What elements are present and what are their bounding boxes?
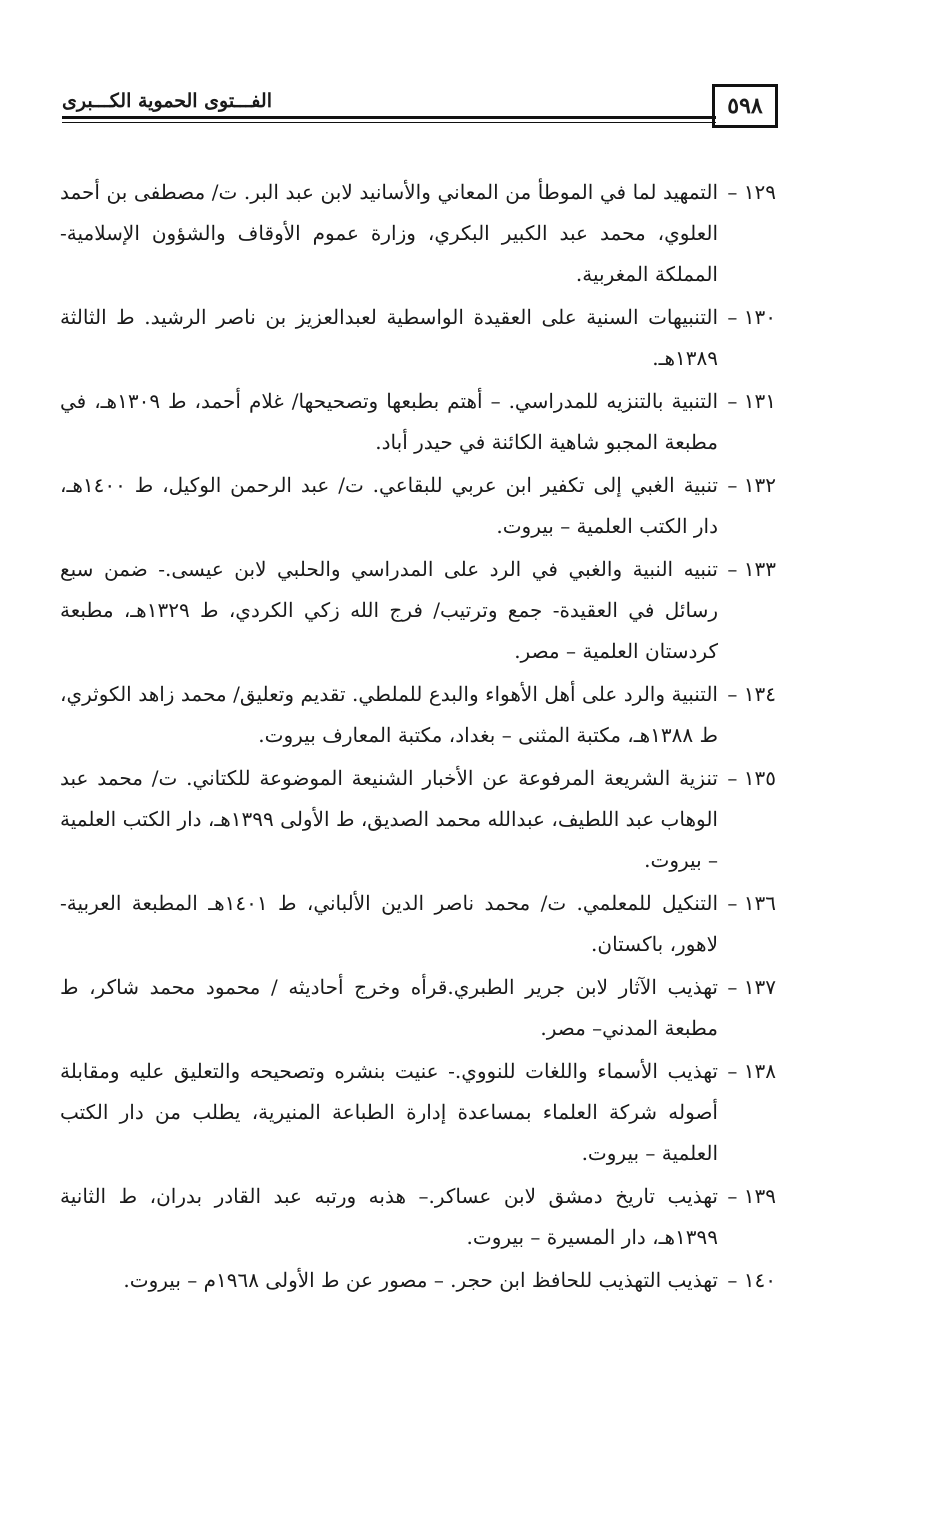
entry-number: ١٣٥ – [727, 766, 776, 790]
page-number: ٥٩٨ [712, 84, 778, 128]
entry-text: تهذيب التهذيب للحافظ ابن حجر. – مصور عن ط الأولى ١٩٦٨م – بيروت. [123, 1268, 718, 1292]
header-rule-thin [62, 122, 716, 123]
bibliography-entry [60, 297, 776, 379]
entry-text: تهذيب تاريخ دمشق لابن عساكر.– هذبه ورتبه عبد القادر بدران، ط الثانية ١٣٩٩هـ، دار المسيرة – بيروت. [60, 1184, 718, 1249]
entry-number: ١٣٩ – [727, 1184, 776, 1208]
bibliography-entry [60, 1176, 776, 1258]
entry-number: ١٤٠ – [727, 1268, 776, 1292]
bibliography-entry [60, 674, 776, 756]
page-header [62, 84, 778, 132]
bibliography-entry [60, 465, 776, 547]
entry-number: ١٣٦ – [727, 891, 776, 915]
entry-text: تهذيب الأسماء واللغات للنووي.- عنيت بنشره وتصحيحه والتعليق عليه ومقابلة أصوله شركة العلماء بمساعدة إدارة الطباعة المنيرية، يطلب من دار الكتب العلمية – بيروت. [60, 1059, 718, 1165]
bibliography-entry [60, 381, 776, 463]
bibliography-entry [60, 1051, 776, 1174]
entry-text: تنزية الشريعة المرفوعة عن الأخبار الشنيعة الموضوعة للكتاني. ت/ محمد عبد الوهاب عبد اللطيف، عبدالله محمد الصديق، ط الأولى ١٣٩٩هـ، دار الكتب العلمية – بيروت. [60, 766, 718, 872]
entry-number: ١٣٧ – [727, 975, 776, 999]
bibliography-list [60, 172, 776, 1303]
entry-text: التمهيد لما في الموطأ من المعاني والأسانيد لابن عبد البر. ت/ مصطفى بن أحمد العلوي، محمد عبد الكبير البكري، وزارة عموم الأوقاف والشؤون الإسلامية- المملكة المغربية. [60, 180, 719, 286]
entry-text: تنبيه النبية والغبي في الرد على المدراسي والحلبي لابن عيسى.- ضمن سبع رسائل في العقيدة- جمع وترتيب/ فرج الله زكي الكردي، ط ١٣٢٩هـ، مطبعة كردستان العلمية – مصر. [60, 557, 718, 663]
entry-number: ١٣٨ – [727, 1059, 776, 1083]
header-rule-thick [62, 116, 716, 119]
entry-number: ١٣٣ – [727, 557, 776, 581]
entry-number: ١٢٩ – [727, 180, 776, 204]
bibliography-entry [60, 549, 776, 672]
entry-text: التنكيل للمعلمي. ت/ محمد ناصر الدين الألباني، ط ١٤٠١هـ المطبعة العربية- لاهور، باكستان. [60, 891, 719, 956]
bibliography-entry [60, 172, 776, 295]
entry-number: ١٣١ – [727, 389, 776, 413]
running-title: الفـــتوى الحموية الكـــبرى [62, 90, 272, 112]
entry-number: ١٣٢ – [727, 473, 776, 497]
bibliography-entry [60, 967, 776, 1049]
bibliography-entry [60, 1260, 776, 1301]
entry-text: التنبية بالتنزيه للمدراسي. – أهتم بطبعها وتصحيحها/ غلام أحمد، ط ١٣٠٩هـ، في مطبعة المجبو شاهية الكائنة في حيدر أباد. [60, 389, 718, 454]
bibliography-entry [60, 883, 776, 965]
entry-text: التنبيهات السنية على العقيدة الواسطية لعبدالعزيز بن ناصر الرشيد. ط الثالثة ١٣٨٩هـ. [60, 305, 718, 370]
bibliography-entry [60, 758, 776, 881]
entry-number: ١٣٠ – [727, 305, 776, 329]
entry-text: تهذيب الآثار لابن جرير الطبري.قرأه وخرج أحاديثه / محمود محمد شاكر، ط مطبعة المدني– مصر. [60, 975, 718, 1040]
entry-text: تنبية الغبي إلى تكفير ابن عربي للبقاعي. ت/ عبد الرحمن الوكيل، ط ١٤٠٠هـ، دار الكتب العلمية – بيروت. [60, 473, 718, 538]
entry-text: التنبية والرد على أهل الأهواء والبدع للملطي. تقديم وتعليق/ محمد زاهد الكوثري، ط ١٣٨٨هـ، مكتبة المثنى – بغداد، مكتبة المعارف بيروت. [60, 682, 718, 747]
entry-number: ١٣٤ – [727, 682, 776, 706]
